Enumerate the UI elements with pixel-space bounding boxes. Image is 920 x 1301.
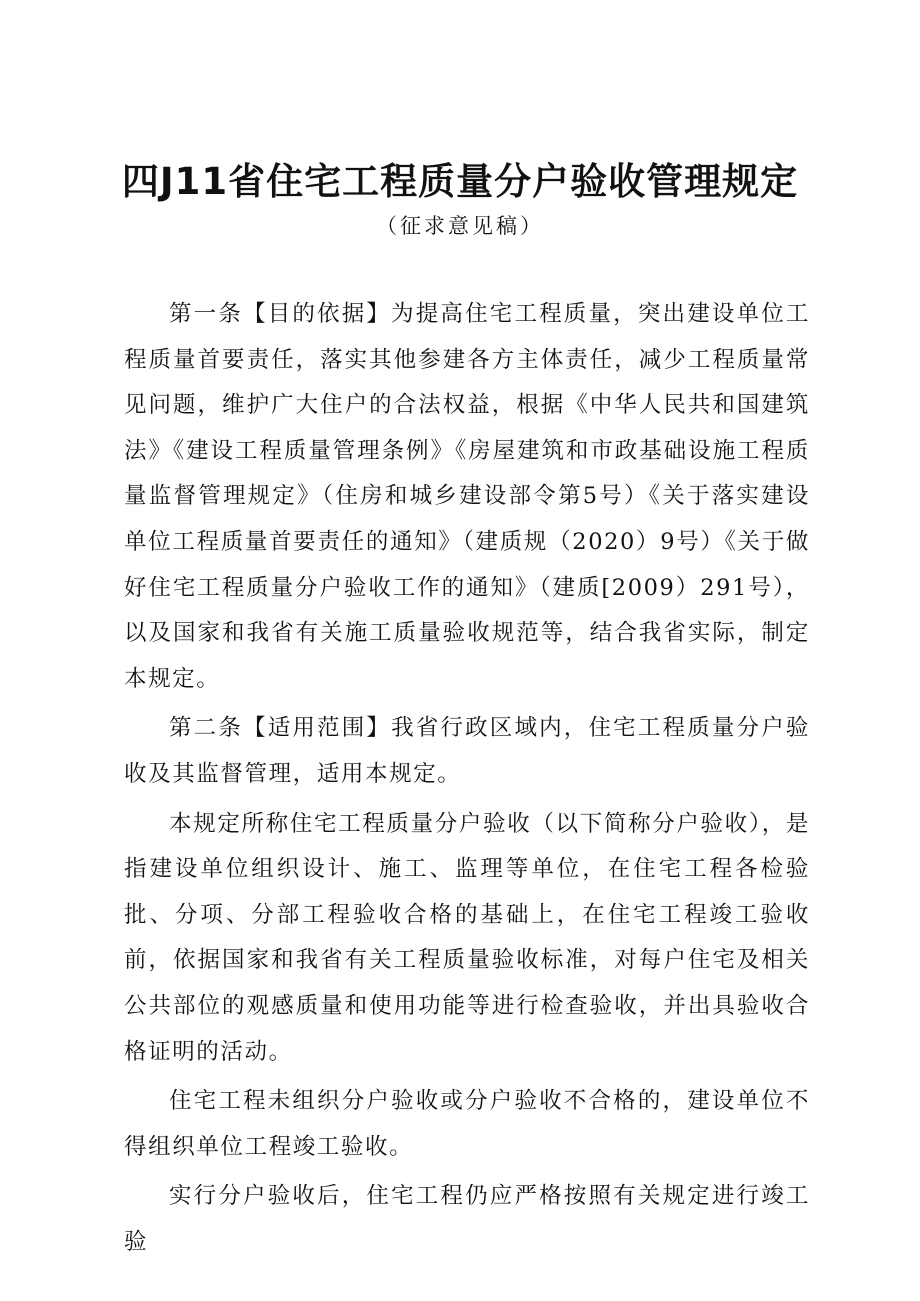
paragraph-article-1: 第一条【目的依据】为提高住宅工程质量，突出建设单位工程质量首要责任，落实其他参建各方主体责任，减少工程质量常见问题，维护广大住户的合法权益，根据《中华人民共和国建筑法》《建设工程质量管理条例》《房屋建筑和市政基础设施工程质量监督管理规定》（住房和城乡建设部令第5号）《关于落实建设单位工程质量首要责任的通知》（建质规（2020）9号）《关于做好住宅工程质量分户验收工作的通知》（建质[2009）291号），以及国家和我省有关施工质量验收规范等，结合我省实际，制定本规定。 (124, 301, 810, 692)
paragraph-prohibition: 住宅工程未组织分户验收或分户验收不合格的，建设单位不得组织单位工程竣工验收。 (124, 1088, 810, 1160)
document-body (124, 292, 810, 1269)
document-title: 四J11省住宅工程质量分户验收管理规定 (121, 160, 799, 203)
paragraph-article-2: 第二条【适用范围】我省行政区域内，住宅工程质量分户验收及其监督管理，适用本规定。 (124, 715, 810, 787)
document-subtitle: （征求意见稿） (376, 214, 544, 238)
paragraph-continuation: 实行分户验收后，住宅工程仍应严格按照有关规定进行竣工验 (124, 1183, 810, 1255)
paragraph-definition: 本规定所称住宅工程质量分户验收（以下简称分户验收），是指建设单位组织设计、施工、监理等单位，在住宅工程各检验批、分项、分部工程验收合格的基础上，在住宅工程竣工验收前，依据国家和我省有关工程质量验收标准，对每户住宅及相关公共部位的观感质量和使用功能等进行检查验收，并出具验收合格证明的活动。 (124, 810, 810, 1065)
